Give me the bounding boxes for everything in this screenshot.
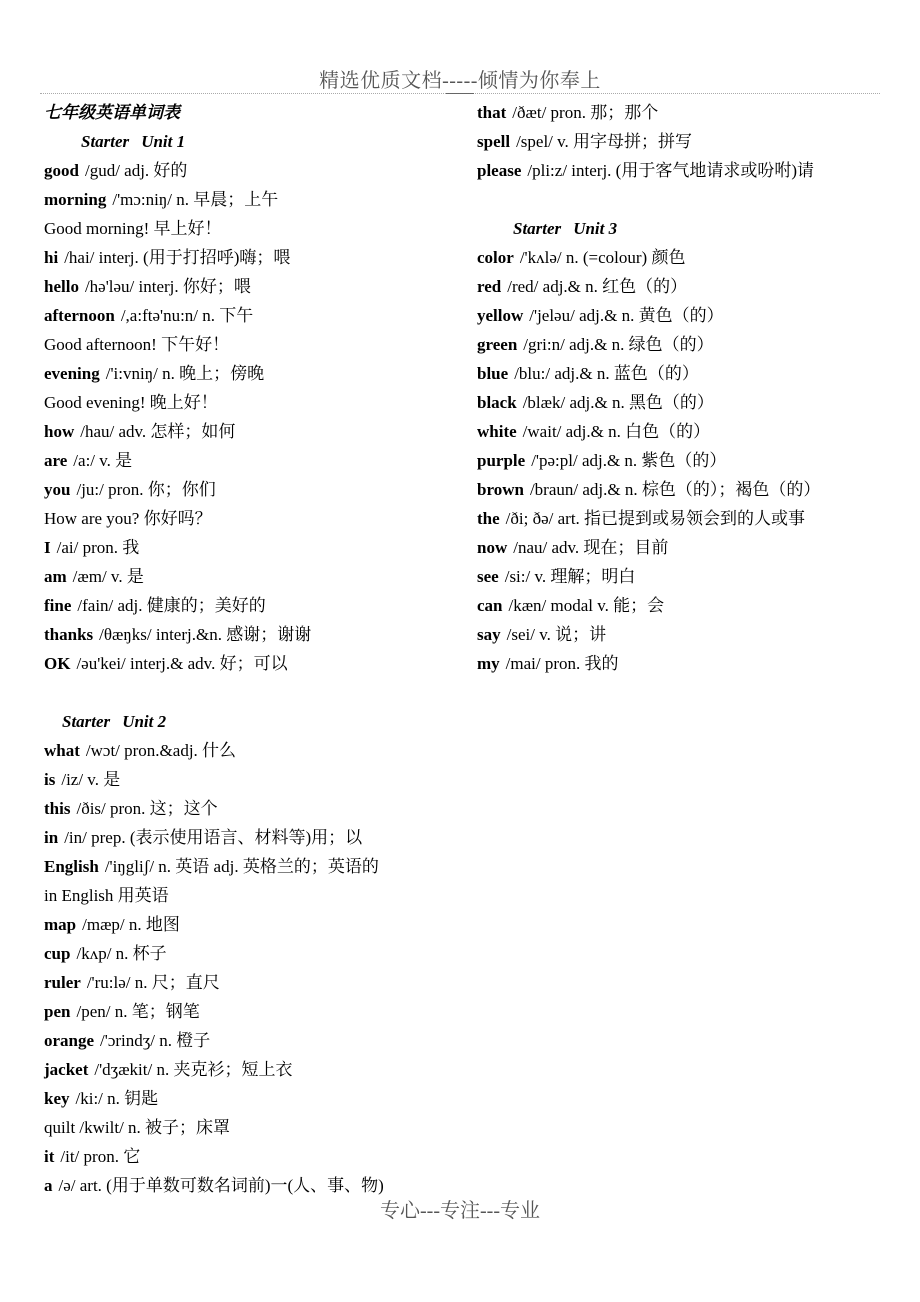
vocab-definition: /'ru:lə/ n. 尺；直尺 bbox=[86, 973, 220, 992]
vocab-word: it bbox=[44, 1147, 55, 1166]
vocab-definition: Good afternoon! 下午好！ bbox=[44, 335, 230, 354]
unit-heading-prefix: Starter bbox=[513, 219, 562, 238]
vocab-entry bbox=[477, 359, 897, 388]
vocab-word: a bbox=[44, 1176, 53, 1195]
vocab-definition: /ðæt/ pron. 那；那个 bbox=[512, 103, 659, 122]
vocab-entry bbox=[44, 823, 464, 852]
vocab-entry bbox=[477, 127, 897, 156]
vocab-word: this bbox=[44, 799, 71, 818]
vocab-definition: /sei/ v. 说；讲 bbox=[506, 625, 607, 644]
vocab-entry bbox=[44, 562, 464, 591]
vocab-definition: /kʌp/ n. 杯子 bbox=[76, 944, 167, 963]
vocab-definition: /əu'kei/ interj.& adv. 好；可以 bbox=[76, 654, 288, 673]
unit-heading-starter-unit-1 bbox=[44, 127, 464, 156]
vocab-word: green bbox=[477, 335, 518, 354]
vocab-entry bbox=[44, 997, 464, 1026]
section-spacer bbox=[477, 185, 897, 214]
vocab-entry bbox=[44, 359, 464, 388]
vocab-definition: /in/ prep. (表示使用语言、材料等)用；以 bbox=[64, 828, 363, 847]
vocab-entry bbox=[477, 272, 897, 301]
unit-heading-starter-unit-3 bbox=[477, 214, 897, 243]
vocab-definition: /'i:vniŋ/ n. 晚上；傍晚 bbox=[105, 364, 265, 383]
vocab-definition: /spel/ v. 用字母拼；拼写 bbox=[516, 132, 693, 151]
vocab-entry bbox=[44, 214, 464, 243]
vocab-entry bbox=[44, 301, 464, 330]
vocab-word: the bbox=[477, 509, 500, 528]
vocab-word: in bbox=[44, 828, 59, 847]
page-footer: 专心---专注---专业 bbox=[380, 1200, 540, 1222]
vocab-definition: /'kʌlə/ n. (=colour) 颜色 bbox=[519, 248, 686, 267]
section-spacer bbox=[44, 678, 464, 707]
unit-2-continued-word-list bbox=[477, 98, 897, 185]
vocab-entry bbox=[44, 939, 464, 968]
unit-heading-starter-unit-2 bbox=[44, 707, 464, 736]
vocab-entry bbox=[477, 504, 897, 533]
vocab-definition: Good morning! 早上好！ bbox=[44, 219, 222, 238]
vocab-entry bbox=[44, 910, 464, 939]
vocab-word: brown bbox=[477, 480, 524, 499]
vocab-entry bbox=[477, 243, 897, 272]
unit-heading-prefix: Starter bbox=[62, 712, 111, 731]
vocab-entry bbox=[44, 330, 464, 359]
vocab-entry bbox=[44, 1142, 464, 1171]
vocab-definition: /ai/ pron. 我 bbox=[56, 538, 140, 557]
vocab-word: jacket bbox=[44, 1060, 89, 1079]
vocab-definition: quilt /kwilt/ n. 被子；床罩 bbox=[44, 1118, 231, 1137]
vocab-definition: /mai/ pron. 我的 bbox=[505, 654, 619, 673]
vocab-entry bbox=[477, 446, 897, 475]
vocab-word: white bbox=[477, 422, 517, 441]
vocab-entry bbox=[477, 649, 897, 678]
vocab-word: spell bbox=[477, 132, 511, 151]
vocab-entry bbox=[44, 504, 464, 533]
vocab-definition: /mæp/ n. 地图 bbox=[82, 915, 180, 934]
vocab-word: how bbox=[44, 422, 75, 441]
vocab-definition: /ðis/ pron. 这；这个 bbox=[76, 799, 218, 818]
vocab-definition: /'dʒækit/ n. 夹克衫；短上衣 bbox=[94, 1060, 293, 1079]
vocab-definition: /'jeləu/ adj.& n. 黄色（的） bbox=[529, 306, 724, 325]
vocab-entry bbox=[44, 881, 464, 910]
vocab-word: am bbox=[44, 567, 67, 586]
unit-3-word-list bbox=[477, 243, 897, 678]
vocab-definition: /hai/ interj. (用于打招呼)嗨；喂 bbox=[64, 248, 291, 267]
unit-1-word-list bbox=[44, 156, 464, 678]
vocab-word: say bbox=[477, 625, 501, 644]
unit-heading-name: Unit 1 bbox=[141, 132, 186, 151]
vocab-word: that bbox=[477, 103, 507, 122]
vocab-entry bbox=[44, 649, 464, 678]
vocab-word: yellow bbox=[477, 306, 524, 325]
vocab-word: you bbox=[44, 480, 71, 499]
vocab-entry bbox=[477, 533, 897, 562]
vocab-definition: /kæn/ modal v. 能；会 bbox=[508, 596, 665, 615]
vocab-definition: How are you? 你好吗？ bbox=[44, 509, 212, 528]
vocab-word: what bbox=[44, 741, 80, 760]
vocab-entry bbox=[44, 620, 464, 649]
vocab-definition: /'iŋgliʃ/ n. 英语 adj. 英格兰的；英语的 bbox=[104, 857, 379, 876]
unit-2-word-list bbox=[44, 736, 464, 1200]
vocab-entry bbox=[44, 388, 464, 417]
vocab-definition: /'pə:pl/ adj.& n. 紫色（的） bbox=[531, 451, 727, 470]
vocab-definition: /'mɔ:niŋ/ n. 早晨；上午 bbox=[112, 190, 279, 209]
vocab-entry bbox=[44, 1084, 464, 1113]
vocab-entry bbox=[44, 1055, 464, 1084]
vocab-definition: /a:/ v. 是 bbox=[73, 451, 133, 470]
vocab-word: orange bbox=[44, 1031, 95, 1050]
vocab-word: see bbox=[477, 567, 499, 586]
vocab-definition: /blu:/ adj.& n. 蓝色（的） bbox=[514, 364, 699, 383]
vocab-word: are bbox=[44, 451, 68, 470]
vocab-word: OK bbox=[44, 654, 71, 673]
vocab-word: I bbox=[44, 538, 51, 557]
vocab-definition: /hau/ adv. 怎样；如何 bbox=[80, 422, 236, 441]
vocab-entry bbox=[477, 475, 897, 504]
vocab-word: blue bbox=[477, 364, 509, 383]
vocab-definition: /ði; ðə/ art. 指已提到或易领会到的人或事 bbox=[505, 509, 806, 528]
vocab-word: good bbox=[44, 161, 79, 180]
vocab-word: cup bbox=[44, 944, 71, 963]
vocab-definition: /hə'ləu/ interj. 你好；喂 bbox=[84, 277, 251, 296]
vocab-entry bbox=[477, 417, 897, 446]
vocab-definition: /iz/ v. 是 bbox=[61, 770, 121, 789]
vocab-entry bbox=[44, 1026, 464, 1055]
vocab-word: thanks bbox=[44, 625, 94, 644]
vocab-word: morning bbox=[44, 190, 107, 209]
vocab-entry bbox=[44, 446, 464, 475]
vocab-definition: /wɔt/ pron.&adj. 什么 bbox=[85, 741, 237, 760]
vocab-definition: /gri:n/ adj.& n. 绿色（的） bbox=[523, 335, 714, 354]
vocab-word: afternoon bbox=[44, 306, 115, 325]
right-column bbox=[477, 98, 897, 678]
vocab-word: key bbox=[44, 1089, 70, 1108]
vocab-entry bbox=[44, 185, 464, 214]
document-title: 七年级英语单词表 bbox=[44, 103, 180, 122]
vocab-entry bbox=[477, 620, 897, 649]
vocab-definition: /braun/ adj.& n. 棕色（的）；褐色（的） bbox=[529, 480, 821, 499]
vocab-definition: /pli:z/ interj. (用于客气地请求或吩咐)请 bbox=[527, 161, 814, 180]
vocab-word: purple bbox=[477, 451, 526, 470]
vocab-entry bbox=[477, 156, 897, 185]
vocab-definition: /ə/ art. (用于单数可数名词前)一(人、事、物) bbox=[58, 1176, 384, 1195]
vocab-word: fine bbox=[44, 596, 72, 615]
header-divider-accent bbox=[446, 93, 474, 94]
vocab-entry bbox=[44, 243, 464, 272]
vocab-word: can bbox=[477, 596, 503, 615]
vocab-definition: /ju:/ pron. 你；你们 bbox=[76, 480, 216, 499]
vocab-entry bbox=[44, 852, 464, 881]
vocab-definition: Good evening! 晚上好！ bbox=[44, 393, 218, 412]
unit-heading-name: Unit 3 bbox=[573, 219, 618, 238]
vocab-entry bbox=[477, 591, 897, 620]
vocab-definition: /,a:ftə'nu:n/ n. 下午 bbox=[120, 306, 254, 325]
vocab-definition: /æm/ v. 是 bbox=[72, 567, 144, 586]
vocab-entry bbox=[477, 562, 897, 591]
vocab-entry bbox=[44, 533, 464, 562]
vocab-definition: /si:/ v. 理解；明白 bbox=[504, 567, 636, 586]
vocab-entry bbox=[44, 765, 464, 794]
vocab-word: is bbox=[44, 770, 56, 789]
vocab-word: red bbox=[477, 277, 502, 296]
vocab-entry bbox=[44, 591, 464, 620]
vocab-entry bbox=[477, 330, 897, 359]
vocab-definition: /it/ pron. 它 bbox=[60, 1147, 141, 1166]
vocab-entry bbox=[44, 272, 464, 301]
vocab-entry bbox=[477, 98, 897, 127]
vocab-word: evening bbox=[44, 364, 100, 383]
vocab-word: pen bbox=[44, 1002, 71, 1021]
vocab-word: hello bbox=[44, 277, 79, 296]
vocab-definition: /red/ adj.& n. 红色（的） bbox=[507, 277, 688, 296]
vocab-entry bbox=[477, 301, 897, 330]
vocab-definition: /nau/ adv. 现在；目前 bbox=[513, 538, 669, 557]
vocab-definition: /ki:/ n. 钥匙 bbox=[75, 1089, 159, 1108]
vocab-entry bbox=[44, 156, 464, 185]
vocab-entry bbox=[44, 794, 464, 823]
vocab-definition: /pen/ n. 笔；钢笔 bbox=[76, 1002, 200, 1021]
vocab-entry bbox=[477, 388, 897, 417]
vocab-entry bbox=[44, 417, 464, 446]
vocab-definition: /blæk/ adj.& n. 黑色（的） bbox=[522, 393, 714, 412]
vocab-word: black bbox=[477, 393, 517, 412]
vocab-word: ruler bbox=[44, 973, 81, 992]
vocab-definition: /fain/ adj. 健康的；美好的 bbox=[77, 596, 266, 615]
vocab-word: hi bbox=[44, 248, 59, 267]
vocab-definition: /wait/ adj.& n. 白色（的） bbox=[522, 422, 711, 441]
vocab-entry bbox=[44, 475, 464, 504]
vocab-definition: /gud/ adj. 好的 bbox=[84, 161, 188, 180]
vocab-entry bbox=[44, 968, 464, 997]
vocab-entry bbox=[44, 736, 464, 765]
vocab-definition: in English 用英语 bbox=[44, 886, 169, 905]
left-column bbox=[44, 98, 464, 1200]
unit-heading-name: Unit 2 bbox=[122, 712, 167, 731]
vocab-definition: /θæŋks/ interj.&n. 感谢；谢谢 bbox=[99, 625, 312, 644]
vocab-word: now bbox=[477, 538, 508, 557]
vocab-definition: /'ɔrindʒ/ n. 橙子 bbox=[100, 1031, 211, 1050]
vocab-word: map bbox=[44, 915, 77, 934]
vocab-word: English bbox=[44, 857, 99, 876]
vocab-word: color bbox=[477, 248, 514, 267]
page-header: 精选优质文档-----倾情为你奉上 bbox=[319, 70, 601, 92]
vocab-word: my bbox=[477, 654, 500, 673]
vocab-word: please bbox=[477, 161, 522, 180]
vocab-entry bbox=[44, 1113, 464, 1142]
unit-heading-prefix: Starter bbox=[81, 132, 130, 151]
